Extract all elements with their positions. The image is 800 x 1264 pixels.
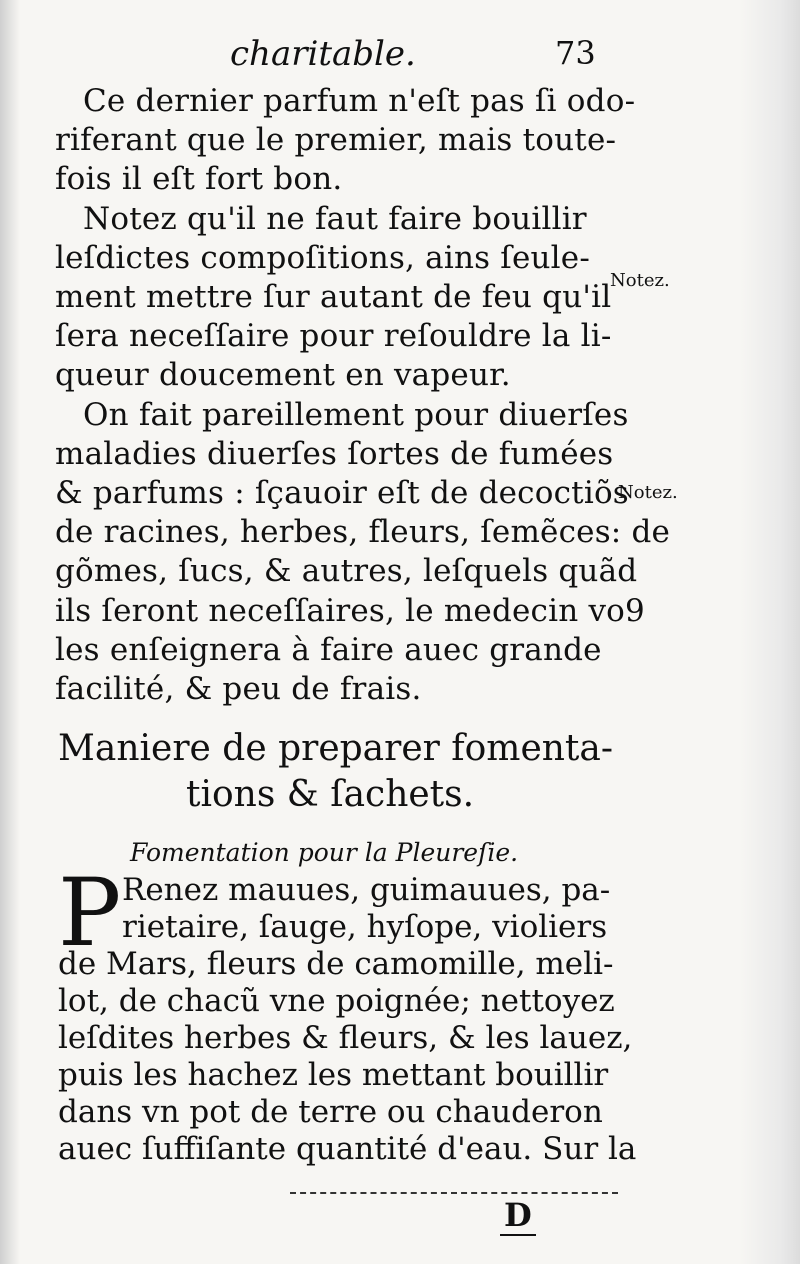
body-line: On fait pareillement pour diuerſes xyxy=(83,396,629,433)
body-line: Ce dernier parfum n'eſt pas ſi odo- xyxy=(83,83,636,119)
signature-mark: D xyxy=(500,1196,536,1236)
drop-cap: P xyxy=(58,859,122,968)
body-line: ſera neceſſaire pour reſouldre la li- xyxy=(55,318,612,355)
recipe-line: auec ſuffiſante quantité d'eau. Sur la xyxy=(58,1131,637,1167)
running-title: charitable. xyxy=(230,34,416,74)
body-line: de racines, herbes, fleurs, ſemẽces: de xyxy=(55,514,671,551)
body-line: queur doucement en vapeur. xyxy=(55,357,511,394)
body-line: fois il eſt fort bon. xyxy=(55,161,343,198)
recipe-line: leſdites herbes & fleurs, & les lauez, xyxy=(58,1020,633,1056)
body-line: facilité, & peu de frais. xyxy=(55,671,422,708)
section-heading-line: tions & ſachets. xyxy=(186,774,475,815)
body-line: leſdictes compoſitions, ains ſeule- xyxy=(55,239,590,276)
page-number: 73 xyxy=(555,34,596,72)
body-line: riferant que le premier, mais toute- xyxy=(55,122,617,159)
footer-rule xyxy=(290,1192,618,1194)
recipe-title: Fomentation pour la Pleureſie. xyxy=(130,838,519,867)
recipe-line: dans vn pot de terre ou chauderon xyxy=(58,1094,603,1130)
page-edge-right xyxy=(740,0,800,1264)
body-line: les enſeignera à faire auec grande xyxy=(55,631,602,668)
recipe-line: Renez mauues, guimauues, pa- xyxy=(122,872,611,908)
body-line: & parfums : ſçauoir eſt de decoctiõs xyxy=(55,475,629,512)
margin-note: Notez. xyxy=(610,270,670,291)
section-heading xyxy=(58,726,618,818)
recipe-line: lot, de chacũ vne poignée; nettoyez xyxy=(58,983,615,1019)
section-heading-line: Maniere de preparer fomenta- xyxy=(58,728,614,769)
body-text xyxy=(55,82,671,709)
recipe-line: puis les hachez les mettant bouillir xyxy=(58,1057,609,1093)
recipe-line: rietaire, ſauge, hyſope, violiers xyxy=(122,909,608,945)
page-shadow-left xyxy=(0,0,20,1264)
body-line: ment mettre ſur autant de feu qu'il xyxy=(55,279,612,316)
body-line: gõmes, ſucs, & autres, leſquels quãd xyxy=(55,553,638,590)
recipe-text xyxy=(58,859,637,1168)
recipe-line: de Mars, fleurs de camomille, meli- xyxy=(58,946,614,982)
body-line: Notez qu'il ne faut faire bouillir xyxy=(83,200,587,237)
body-line: ils ſeront neceſſaires, le medecin vo9 xyxy=(55,592,645,629)
body-line: maladies diuerſes ſortes de fumées xyxy=(55,435,614,472)
margin-note: Notez. xyxy=(618,482,678,503)
